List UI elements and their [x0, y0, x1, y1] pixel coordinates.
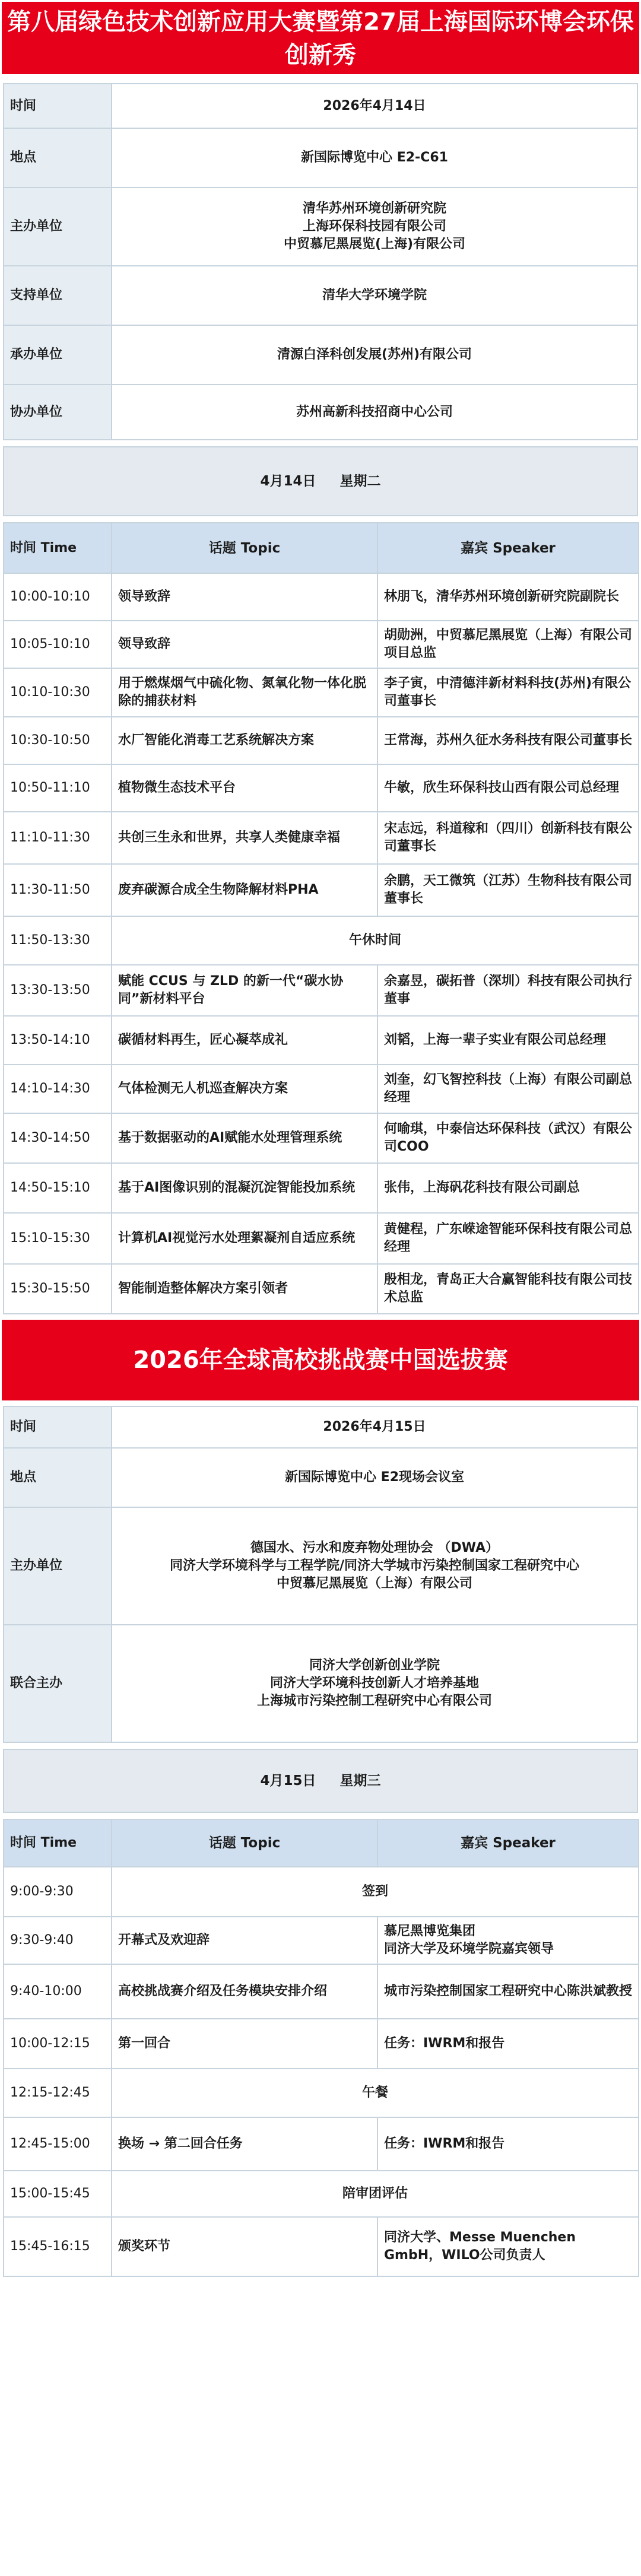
- day-date: 4月14日: [260, 474, 316, 489]
- info-label: 支持单位: [4, 266, 112, 325]
- row-topic: 共创三生永和世界，共享人类健康幸福: [112, 812, 377, 864]
- info-label: 承办单位: [4, 325, 112, 385]
- table-row-break: [4, 2069, 639, 2117]
- info-row-co-organizer: [4, 385, 637, 440]
- row-topic: 气体检测无人机巡查解决方案: [112, 1065, 377, 1113]
- table-row: [4, 2217, 639, 2276]
- day-weekday: 星期三: [339, 1773, 381, 1789]
- row-time: 9:30-9:40: [4, 1917, 112, 1964]
- row-time: 10:10-10:30: [4, 668, 112, 717]
- table-row: [4, 1163, 639, 1213]
- row-speaker: 同济大学、Messe Muenchen GmbH，WILO公司负责人: [377, 2217, 639, 2276]
- row-topic: 计算机AI视觉污水处理絮凝剂自适应系统: [112, 1213, 377, 1264]
- info-row-host: [4, 325, 637, 385]
- row-speaker: 殷相龙，青岛正大合赢智能科技有限公司技术总监: [377, 1264, 639, 1314]
- row-speaker: 刘奎，幻飞智控科技（上海）有限公司副总经理: [377, 1065, 639, 1113]
- row-topic: 第一回合: [112, 2019, 377, 2069]
- row-speaker: 任务：IWRM和报告: [377, 2117, 639, 2171]
- table-row: [4, 1964, 639, 2019]
- row-topic: 开幕式及欢迎辞: [112, 1917, 377, 1964]
- row-time: 14:50-15:10: [4, 1163, 112, 1213]
- row-speaker: 慕尼黑博览集团 同济大学及环境学院嘉宾领导: [377, 1917, 639, 1964]
- row-time: 15:10-15:30: [4, 1213, 112, 1264]
- table-row: [4, 864, 639, 916]
- info-label: 地点: [4, 1448, 112, 1507]
- row-speaker: 李子寅，中清德沣新材料科技(苏州)有限公司董事长: [377, 668, 639, 717]
- row-time: 9:00-9:30: [4, 1867, 112, 1917]
- info-row-organizer: [4, 188, 637, 266]
- row-speaker: 城市污染控制国家工程研究中心陈洪斌教授: [377, 1964, 639, 2019]
- row-time: 10:00-10:10: [4, 573, 112, 621]
- row-topic: 领导致辞: [112, 621, 377, 668]
- row-time: 13:30-13:50: [4, 965, 112, 1016]
- section1-title: 第八届绿色技术创新应用大赛暨第27届上海国际环博会环保创新秀: [0, 0, 641, 76]
- info-value: 新国际博览中心 E2-C61: [112, 128, 637, 188]
- info-value: 同济大学创新创业学院 同济大学环境科技创新人才培养基地 上海城市污染控制工程研究中心有限公司: [112, 1625, 637, 1742]
- col-speaker-header: 嘉宾 Speaker: [377, 523, 639, 573]
- schedule-header: [4, 1819, 639, 1867]
- table-row-break: [4, 2171, 639, 2217]
- row-topic: 赋能 CCUS 与 ZLD 的新一代“碳水协同”新材料平台: [112, 965, 377, 1016]
- info-label: 协办单位: [4, 385, 112, 440]
- info-label: 时间: [4, 84, 112, 128]
- info-row-organizer: [4, 1507, 637, 1625]
- day-band: [3, 446, 638, 516]
- info-row-co-host: [4, 1625, 637, 1742]
- info-value: 2026年4月14日: [112, 84, 637, 128]
- section2-title: 2026年全球高校挑战赛中国选拔赛: [0, 1318, 641, 1402]
- row-time: 12:15-12:45: [4, 2069, 112, 2117]
- row-topic: 基于数据驱动的AI赋能水处理管理系统: [112, 1113, 377, 1163]
- row-topic: 水厂智能化消毒工艺系统解决方案: [112, 717, 377, 764]
- row-topic: 碳循材料再生，匠心凝萃成礼: [112, 1016, 377, 1065]
- row-speaker: 黄健程，广东嵘途智能环保科技有限公司总经理: [377, 1213, 639, 1264]
- info-label: 地点: [4, 128, 112, 188]
- row-speaker: 王常海，苏州久征水务科技有限公司董事长: [377, 717, 639, 764]
- row-time: 15:00-15:45: [4, 2171, 112, 2217]
- col-time-header: 时间 Time: [4, 523, 112, 573]
- info-value: 2026年4月15日: [112, 1406, 637, 1448]
- row-speaker: 林朋飞，清华苏州环境创新研究院副院长: [377, 573, 639, 621]
- row-speaker: 胡勋洲，中贸慕尼黑展览（上海）有限公司项目总监: [377, 621, 639, 668]
- row-topic: 用于燃煤烟气中硫化物、氮氧化物一体化脱除的捕获材料: [112, 668, 377, 717]
- table-row: [4, 1016, 639, 1065]
- col-speaker-header: 嘉宾 Speaker: [377, 1819, 639, 1867]
- row-topic: 植物微生态技术平台: [112, 764, 377, 812]
- info-value: 清源白泽科创发展(苏州)有限公司: [112, 325, 637, 385]
- table-row: [4, 2019, 639, 2069]
- table-row: [4, 2117, 639, 2171]
- info-row-venue: [4, 128, 637, 188]
- table-row-break: [4, 916, 639, 965]
- table-row: [4, 1113, 639, 1163]
- day-date: 4月15日: [260, 1773, 316, 1789]
- row-topic: 高校挑战赛介绍及任务模块安排介绍: [112, 1964, 377, 2019]
- table-row: [4, 1264, 639, 1314]
- table-row: [4, 621, 639, 668]
- row-time: 15:45-16:15: [4, 2217, 112, 2276]
- row-speaker: 任务：IWRM和报告: [377, 2019, 639, 2069]
- row-time: 14:30-14:50: [4, 1113, 112, 1163]
- row-time: 10:00-12:15: [4, 2019, 112, 2069]
- schedule-header: [4, 523, 639, 573]
- table-row: [4, 812, 639, 864]
- row-time: 12:45-15:00: [4, 2117, 112, 2171]
- row-topic: 智能制造整体解决方案引领者: [112, 1264, 377, 1314]
- info-value: 清华大学环境学院: [112, 266, 637, 325]
- row-span-text: 陪审团评估: [112, 2171, 639, 2217]
- info-value: 德国水、污水和废弃物处理协会 （DWA） 同济大学环境科学与工程学院/同济大学城市污染控制国家工程研究中心 中贸慕尼黑展览（上海）有限公司: [112, 1507, 637, 1625]
- row-time: 14:10-14:30: [4, 1065, 112, 1113]
- col-time-header: 时间 Time: [4, 1819, 112, 1867]
- info-label: 时间: [4, 1406, 112, 1448]
- row-topic: 废弃碳源合成全生物降解材料PHA: [112, 864, 377, 916]
- info-row-time: [4, 1406, 637, 1448]
- day-band: [3, 1749, 638, 1813]
- table-row: [4, 1213, 639, 1264]
- row-topic: 领导致辞: [112, 573, 377, 621]
- col-topic-header: 话题 Topic: [112, 523, 377, 573]
- table-row: [4, 1065, 639, 1113]
- table-row: [4, 1917, 639, 1964]
- section1-schedule-table: [3, 522, 639, 1314]
- row-speaker: 宋志远，科道稼和（四川）创新科技有限公司董事长: [377, 812, 639, 864]
- row-time: 10:30-10:50: [4, 717, 112, 764]
- row-span-text: 签到: [112, 1867, 639, 1917]
- row-time: 10:50-11:10: [4, 764, 112, 812]
- info-row-time: [4, 84, 637, 128]
- row-time: 10:05-10:10: [4, 621, 112, 668]
- table-row: [4, 573, 639, 621]
- info-value: 清华苏州环境创新研究院 上海环保科技园有限公司 中贸慕尼黑展览(上海)有限公司: [112, 188, 637, 266]
- row-speaker: 余嘉昱，碳拓普（深圳）科技有限公司执行董事: [377, 965, 639, 1016]
- row-topic: 换场 → 第二回合任务: [112, 2117, 377, 2171]
- section1-info-table: [3, 83, 638, 440]
- row-span-text: 午餐: [112, 2069, 639, 2117]
- table-row: [4, 965, 639, 1016]
- table-row: [4, 764, 639, 812]
- row-time: 9:40-10:00: [4, 1964, 112, 2019]
- col-topic-header: 话题 Topic: [112, 1819, 377, 1867]
- info-row-venue: [4, 1448, 637, 1507]
- row-time: 11:50-13:30: [4, 916, 112, 965]
- row-time: 11:10-11:30: [4, 812, 112, 864]
- row-time: 15:30-15:50: [4, 1264, 112, 1314]
- info-value: 新国际博览中心 E2现场会议室: [112, 1448, 637, 1507]
- info-row-supporter: [4, 266, 637, 325]
- info-label: 主办单位: [4, 1507, 112, 1625]
- info-label: 主办单位: [4, 188, 112, 266]
- row-speaker: 何喻琪，中泰信达环保科技（武汉）有限公司COO: [377, 1113, 639, 1163]
- row-speaker: 余鹏，天工微筑（江苏）生物科技有限公司董事长: [377, 864, 639, 916]
- info-label: 联合主办: [4, 1625, 112, 1742]
- row-speaker: 张伟，上海矾花科技有限公司副总: [377, 1163, 639, 1213]
- day-weekday: 星期二: [339, 474, 381, 489]
- row-speaker: 刘韬，上海一辈子实业有限公司总经理: [377, 1016, 639, 1065]
- row-span-text: 午休时间: [112, 916, 639, 965]
- section2-schedule-table: [3, 1819, 639, 2277]
- row-topic: 基于AI图像识别的混凝沉淀智能投加系统: [112, 1163, 377, 1213]
- info-value: 苏州高新科技招商中心公司: [112, 385, 637, 440]
- section2-info-table: [3, 1406, 638, 1743]
- row-time: 11:30-11:50: [4, 864, 112, 916]
- table-row: [4, 717, 639, 764]
- table-row: [4, 668, 639, 717]
- table-row-break: [4, 1867, 639, 1917]
- row-speaker: 牛敏，欣生环保科技山西有限公司总经理: [377, 764, 639, 812]
- row-time: 13:50-14:10: [4, 1016, 112, 1065]
- row-topic: 颁奖环节: [112, 2217, 377, 2276]
